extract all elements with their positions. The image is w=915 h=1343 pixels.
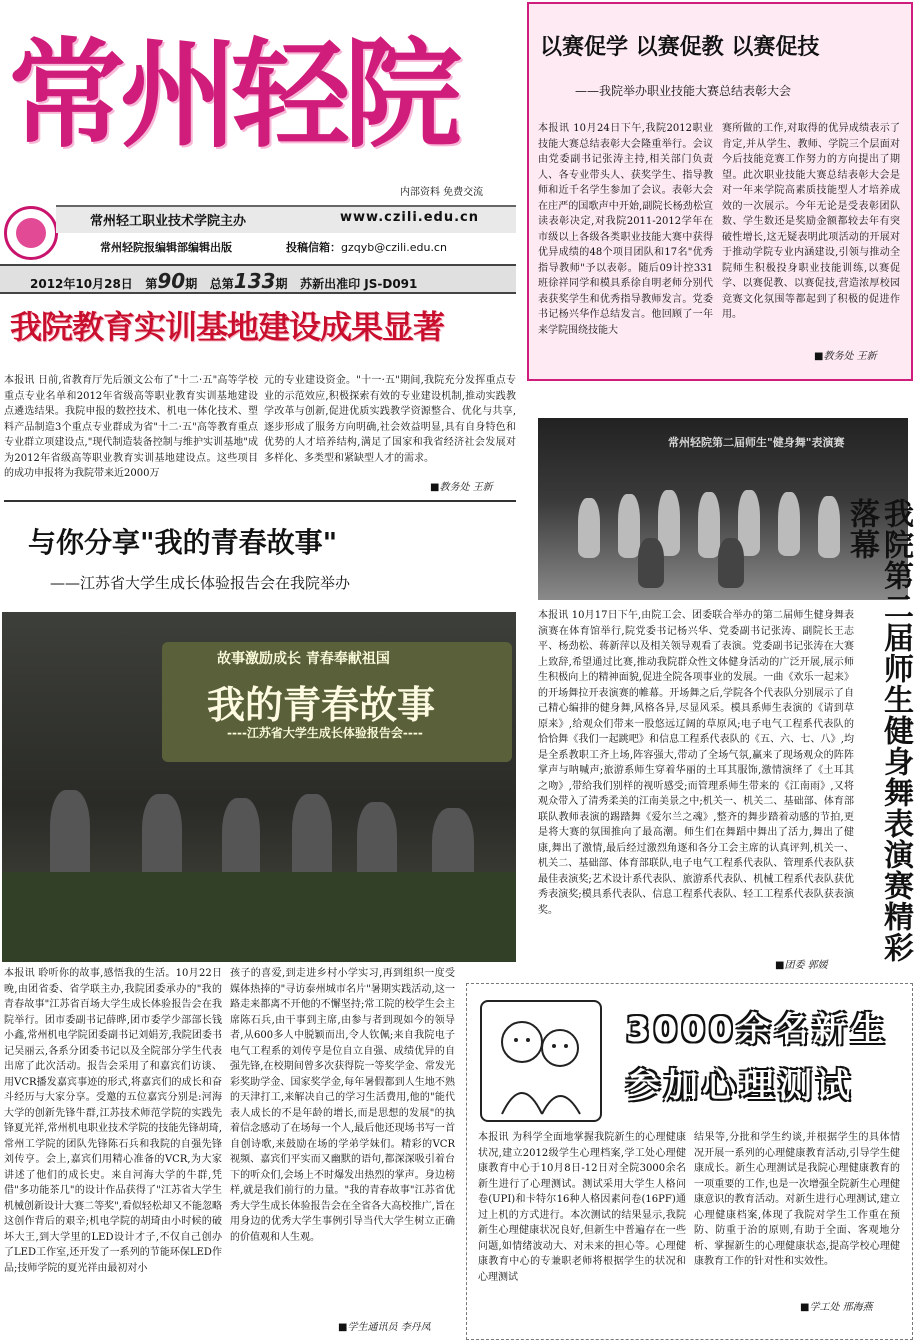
youth-subhead: ——江苏省大学生成长体验报告会在我院举办 <box>50 574 351 592</box>
youth-headline: 与你分享"我的青春故事" <box>28 526 338 559</box>
issue-number: 90 <box>157 269 186 293</box>
section-divider <box>4 500 516 502</box>
total-prefix: 总第 <box>209 277 234 291</box>
youth-col1: 本报讯 聆听你的故事,感悟我的生活。10月22日晚,由团省委、省学联主办,我院团委承办的"我的青春故事"江苏省百场大学生成长体验报告会在我院举行。团市委副书记薛晔,团市委学少部部长钱小鑫,常州机电学院团委副书记刘娟芳,我院团委书记吴丽云,各系分团委书记以及全院部分学生代表出席了此次活动。报告会采用了和嘉宾们访谈、用VCR播发嘉宾事迹的形式,将嘉宾们的成长和奋斗经历与大家分享。受邀的五位嘉宾分别是:河海大学的创新先锋牛群,江苏技术师范学院的实践先锋夏光祥,常州机电职业技术学院的技能先锋胡琦,常州工学院的团队先锋陈石兵和我院的自强先锋刘传亨。会上,嘉宾们用精心准备的VCR,为大家讲述了他们的成长史。来自河海大学的牛群,凭借"多功能茶几"的设计作品获得了"江苏省大学生机械创新设计大赛二等奖",看似轻松却又不能忽略这创作背后的艰辛;机电学院的胡琦由小时候的破坏大王,到大学里的LED设计才子,不仅自己创办了LED工作室,还开发了一系列的节能环保LED作品;技师学院的夏光祥由最初对小 <box>4 968 222 1274</box>
skills-col1: 本报讯 10月24日下午,我院2012职业技能大赛总结表彰大会隆重举行。会议由党委副书记张涛主持,相关部门负责人、各专业带头人、获奖学生、指导教师和近千名学生参加了会议。表彰大会在庄严的国歌声中开始,副院长杨劲松宣读表彰决定,对我院2011-2012学年在市级以上各级各类职业技能大赛中获得优异成绩的48个项目团队和17名"优秀指导教师"予以表彰。随后09计控331班徐祥同学和模具系徐自明老师分别代表获奖学生和优秀指导教师发言。党委书记杨兴华作总结发言。他回顾了一年来学院围绕技能大 <box>538 123 713 336</box>
fitness-body: 本报讯 10月17日下午,由院工会、团委联合举办的第二届师生健身舞表演赛在体育馆举行,院党委书记杨兴华、党委副书记张涛、副院长王志平、杨劲松、蒋新萍以及相关领导观看了表演。党委副书记张涛在大赛上致辞,希望通过比赛,推动我院群众性文体健身活动的广泛开展,展示师生积极向上的精神面貌,促进全院各项事业的发展。一曲《欢乐一起来》的开场舞拉开表演赛的帷幕。开场舞之后,学院各个代表队分别展示了自己精心编排的健身舞,风格各异,尽显风采。模具系师生表演的《请到草原来》,给观众们带来一股悠远辽阔的草原风;电子电气工程系代表队的恰恰舞《我们一起跳吧》和信息工程系代表队的《五、六、七、八》,均是全系教职工齐上场,阵容强大,带动了全场气氛,赢来了现场观众的阵阵掌声与呐喊声;旅游系师生穿着华丽的土耳其服饰,激情演绎了《土耳其之吻》,带给我们别样的视听感受;而管理系师生带来的《江南雨》,又将观众带入了清秀柔美的江南美景之中;机关一、机关二、基础部、体育部联队教师表演的踢踏舞《爱尔兰之魂》,整齐的舞步踏着动感的节拍,更是将大赛的氛围推向了最高潮。师生们在舞蹈中舞出了活力,舞出了健康,舞出了激情,最后经过激烈角逐和各分工会主席的认真评判,机关一、机关二、基础部、体育部联队,电子电气工程系代表队、管理系代表队获最佳表演奖;艺术设计系代表队、旅游系代表队、机械工程系代表队获优秀表演奖;模具系代表队、信息工程系代表队、轻工工程系代表队获表演奖。 <box>538 610 854 916</box>
training-col1: 本报讯 日前,省教育厅先后颁文公布了"十二·五"高等学校重点专业名单和2012年省级高等职业教育实训基地建设点遴选结果。我院申报的数控技术、机电一体化技术、塑料产品制造3个重点专业群成为省"十二·五"高等教育重点专业群立项建设点,"现代制造装备控制与维护实训基地"成为2012年省级高等职业教育实训基地建设点。这些项目的成功申报将为我院带来近2000万 <box>4 375 258 479</box>
masthead-title: 常州轻院 <box>8 26 457 164</box>
mental-col2: 结果等,分批和学生约谈,并根据学生的具体情况开展一系列的心理健康教育活动,引导学生健康成长。新生心理测试是我院心理健康教育的一项重要的工作,也是一次增强全院新生心理健康意识的教育活动。对新生进行心理测试,建立心理健康档案,体现了我院对学生工作重在预防、防重于治的原则,有助于全面、客观地分析、掌握新生的心理健康状态,提高学校心理健康教育工作的针对性和实效性。 <box>694 1132 900 1267</box>
person-figure <box>50 790 90 880</box>
issue-line <box>30 269 417 293</box>
publisher: 常州轻工职业技术学院主办 <box>90 214 247 229</box>
mental-col1: 本报讯 为科学全面地掌握我院新生的心理健康状况,建立2012级学生心理档案,学工处心理健康教育中心于10月8日-12日对全院3000余名新生进行了心理测试。测试采用大学生人格问卷(UPI)和卡特尔16种人格因素问卷(16PF)通过上机的方式进行。本次测试的结果显示,我院新生心理健康状况良好,但新生中普遍存在一些问题,如情绪波动大、对未来的担心等。心理健康教育中心的专兼职老师将根据学生的状况和心理测试 <box>478 1132 686 1283</box>
dancer-figure <box>638 538 664 588</box>
skills-byline: ■教务处 王新 <box>814 351 877 362</box>
photo-caption-sub: ----江苏省大学生成长体验报告会---- <box>227 726 423 740</box>
fitness-photo-caption: 常州轻院第二届师生"健身舞"表演赛 <box>668 436 845 449</box>
website-link[interactable]: www.czili.edu.cn <box>340 210 479 225</box>
person-figure <box>292 794 332 882</box>
college-logo-icon <box>4 206 58 260</box>
email-line <box>286 239 447 255</box>
photo-caption-top: 故事激励成长 青春奉献祖国 <box>217 651 390 667</box>
license-number: 苏新出准印 JS-D091 <box>300 277 418 291</box>
dancer-figure <box>618 494 640 558</box>
skills-subhead: ——我院举办职业技能大赛总结表彰大会 <box>575 84 792 98</box>
fitness-vertical-title: 我院第二届师生健身舞表演赛精彩落幕 <box>844 498 913 963</box>
person-figure <box>222 798 260 882</box>
email-address[interactable]: gzqyb@czili.edu.cn <box>341 241 447 254</box>
training-headline: 我院教育实训基地建设成果显著 <box>10 308 445 346</box>
photo-caption-main: 我的青春故事 <box>207 683 436 727</box>
editor: 常州轻院报编辑部编辑出版 <box>100 241 232 254</box>
dancer-figure <box>578 498 600 558</box>
skills-col2: 赛所做的工作,对取得的优异成绩表示了肯定,并从学生、教师、学院三个层面对今后技能竞赛工作努力的方向提出了期望。此次职业技能大赛总结表彰大会是对一年来学院高素质技能型人才培养成效的一次展示。今年无论是受表彰团队数、学生数还是奖励金额都较去年有突破性增长,这无疑表明此项活动的开展对于推动学院专业内涵建设,引领与推动全院师生积极投身职业技能训练,以赛促学、以赛促教、以赛促技,营造浓厚校园竞赛文化氛围等都起到了积极的促进作用。 <box>722 123 900 320</box>
issue-suffix: 期 <box>185 277 198 291</box>
person-figure <box>142 794 182 880</box>
youth-col2: 孩子的喜爱,到走进乡村小学实习,再到组织一度受媒体热捧的"寻访泰州城市名片"暑期实践活动,这一路走来都离不开他的不懈坚持;常工院的校学生会主席陈石兵,由干事到主席,由参与者到现如今的领导者,从600多人中脱颖而出,令人钦佩;来自我院电子电气工程系的刘传亨是位自立自强、成绩优异的自强先锋,在校期间曾多次获得院一等奖学金、常发光彩奖助学金、国家奖学金,每年暑假都到人生地不熟的天津打工,来解决自己的学习生活费用,他的"能代表人成长的不是年龄的增长,而是思想的发展"的执着信念感动了在场每一个人,最后他还现场书写一首自创诗歌,来鼓励在场的学弟学妹们。精彩的VCR视频、嘉宾们平实而又幽默的语句,都深深吸引着台下的听众们,会场上不时爆发出热烈的掌声。身边榜样,就是我们前行的力量。"我的青春故事"江苏省优秀大学生成长体验报告会在全省各大高校推广,旨在用身边的优秀大学生事例引导当代大学生树立正确的价值观和人生观。 <box>230 968 455 1243</box>
training-col2: 元的专业建设资金。"十一·五"期间,我院充分发挥重点专业的示范效应,积极探索有效的专业建设机制,推动实践教学改革与创新,促进优质实践教学资源整合、优化与共享,逐步形成了服务方向明确,社会效益明显,具有自身特色和优势的人才培养结构,满足了国家和我省经济社会发展对多样化、多类型和紧缺型人才的需求。 <box>264 375 516 464</box>
dancer-figure <box>818 496 840 558</box>
internal-note: 内部资料 免费交流 <box>400 187 484 198</box>
mental-headline-1: 3000余名新生 <box>626 1010 889 1050</box>
skills-headline: 以赛促学 以赛促教 以赛促技 <box>540 35 820 60</box>
youth-photo <box>2 612 516 962</box>
issue-prefix: 第 <box>145 277 158 291</box>
dancer-figure <box>718 538 744 588</box>
total-number: 133 <box>233 269 276 293</box>
issue-date: 2012年10月28日 <box>30 277 133 291</box>
total-suffix: 期 <box>275 277 288 291</box>
fitness-byline: ■团委 郭媛 <box>775 960 828 971</box>
training-byline: ■教务处 王新 <box>430 482 493 493</box>
foreground-plants <box>2 872 516 962</box>
cartoon-illustration <box>480 1000 602 1122</box>
youth-byline: ■学生通讯员 李丹凤 <box>338 1322 431 1333</box>
mental-byline: ■学工处 邢海燕 <box>800 1302 873 1313</box>
dancer-figure <box>778 492 800 556</box>
mental-headline-2: 参加心理测试 <box>626 1066 854 1106</box>
email-label: 投稿信箱： <box>286 241 341 254</box>
dancer-figure <box>698 492 720 558</box>
